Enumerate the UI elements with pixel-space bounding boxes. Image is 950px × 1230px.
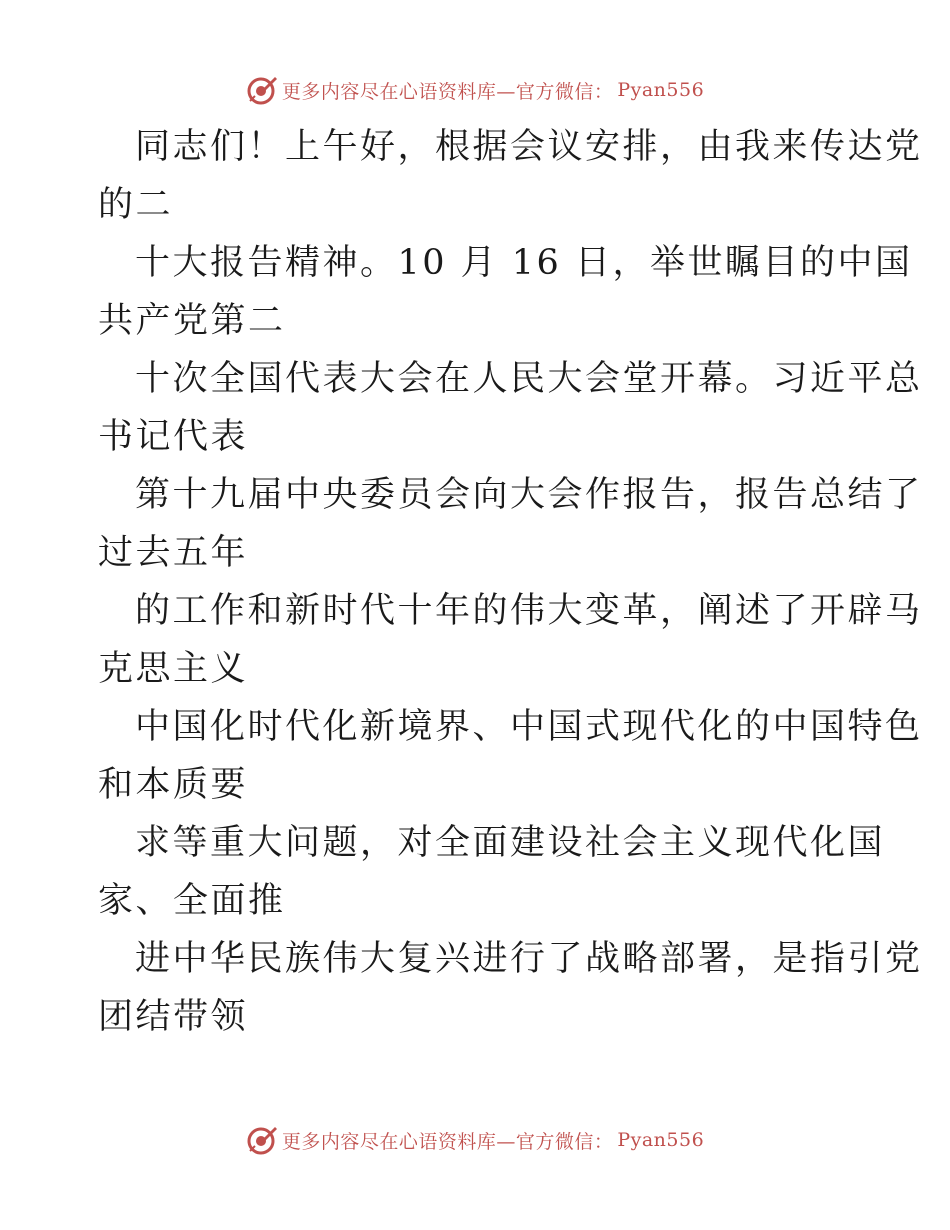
pen-circle-logo-icon [246, 74, 278, 106]
watermark-text: 更多内容尽在心语资料库—官方微信： [281, 1130, 614, 1153]
text-line: 中国化时代化新境界、中国式现代化的中国特色 [135, 707, 923, 747]
watermark-account: Pyan556 [617, 1129, 705, 1151]
text-line: 过去五年 [98, 533, 249, 573]
text-line: 求等重大问题，对全面建设社会主义现代化国 [135, 823, 886, 863]
text-line: 的二 [98, 185, 174, 225]
text-line: 进中华民族伟大复兴进行了战略部署，是指引党 [135, 939, 923, 979]
text-line: 的工作和新时代十年的伟大变革，阐述了开辟马 [135, 591, 923, 631]
text-line: 书记代表 [98, 417, 249, 457]
text-line: 和本质要 [98, 765, 249, 805]
text-line: 十次全国代表大会在人民大会堂开幕。习近平总 [135, 359, 923, 399]
text-line: 同志们！上午好，根据会议安排，由我来传达党 [135, 127, 923, 167]
document-body [98, 118, 923, 1046]
pen-circle-logo-icon [246, 1124, 278, 1156]
header-watermark [0, 70, 950, 110]
text-line: 克思主义 [98, 649, 249, 689]
text-line: 十大报告精神。10 月 16 日，举世瞩目的中国 [135, 243, 913, 283]
watermark-account: Pyan556 [617, 79, 705, 101]
text-line: 第十九届中央委员会向大会作报告，报告总结了 [135, 475, 923, 515]
text-line: 家、全面推 [98, 881, 286, 921]
text-line: 团结带领 [98, 997, 249, 1037]
watermark-text: 更多内容尽在心语资料库—官方微信： [281, 80, 614, 103]
footer-watermark [0, 1120, 950, 1160]
text-line: 共产党第二 [98, 301, 286, 341]
